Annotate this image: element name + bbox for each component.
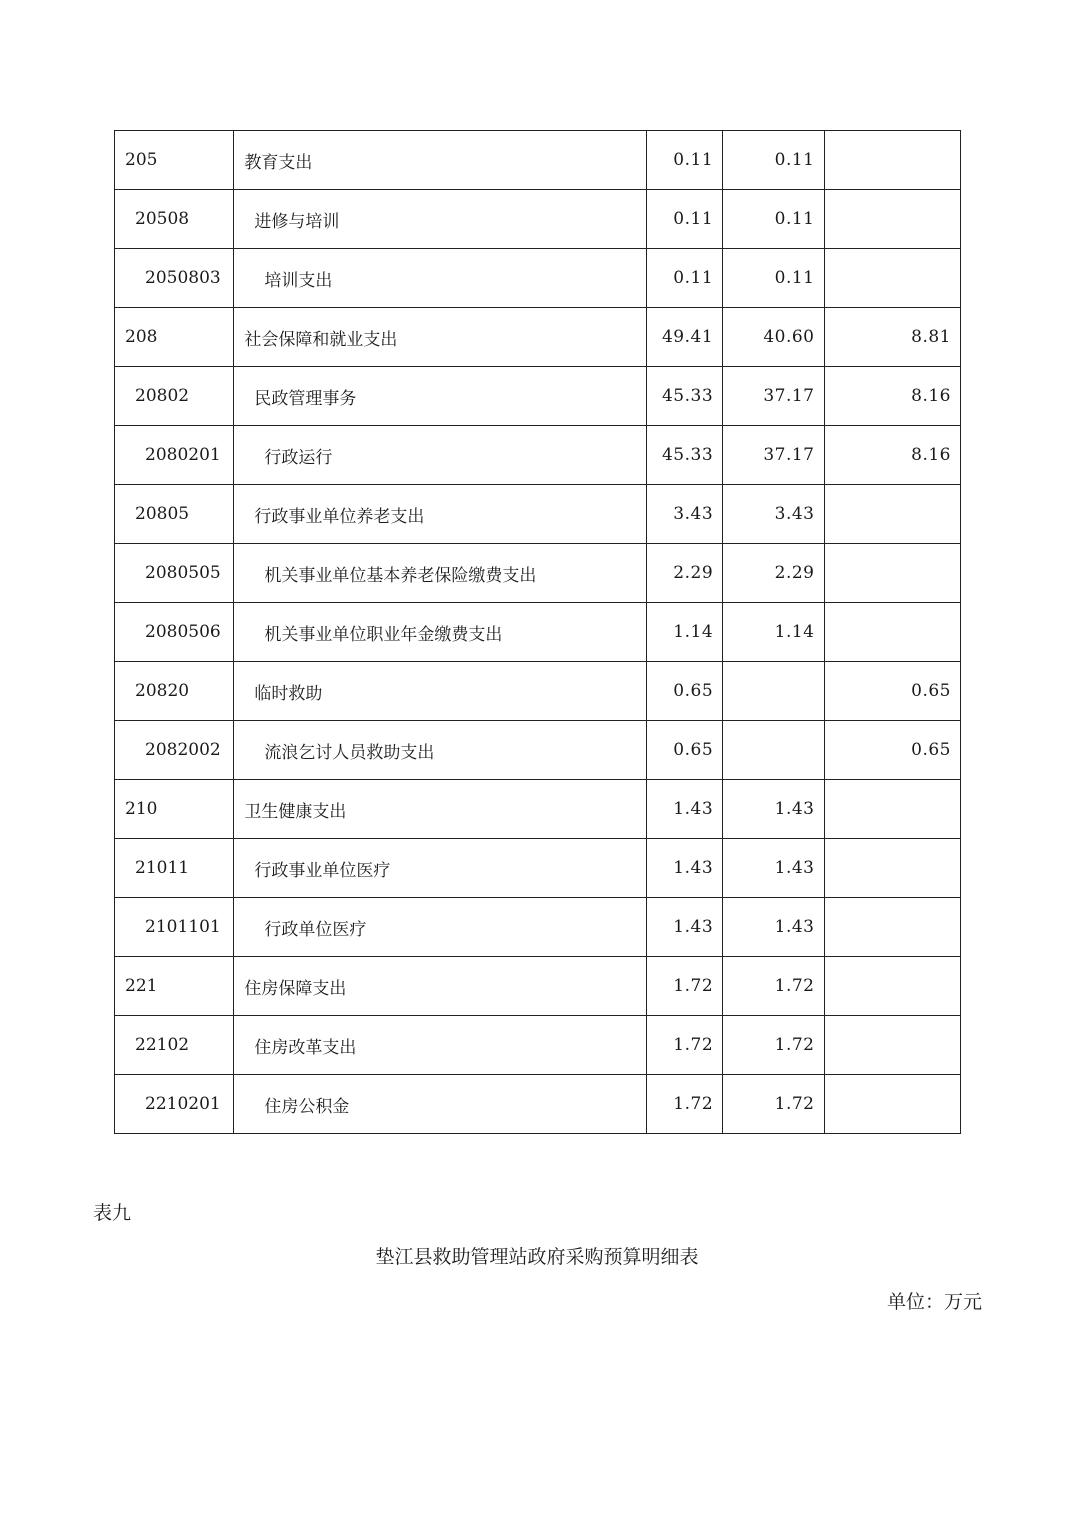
name-cell: 机关事业单位职业年金缴费支出: [234, 603, 646, 662]
project-cell: 0.65: [824, 721, 961, 780]
name-cell: 教育支出: [234, 131, 646, 190]
basic-cell: 1.72: [723, 1075, 824, 1134]
budget-table: [114, 130, 961, 1134]
table-row: [115, 1016, 961, 1075]
name-cell: 社会保障和就业支出: [234, 308, 646, 367]
table-row: [115, 662, 961, 721]
project-cell: 8.81: [824, 308, 961, 367]
project-cell: [824, 131, 961, 190]
basic-cell: [723, 662, 824, 721]
project-cell: 0.65: [824, 662, 961, 721]
table-row: [115, 426, 961, 485]
total-cell: 0.11: [646, 131, 722, 190]
total-cell: 1.43: [646, 780, 722, 839]
total-cell: 0.11: [646, 249, 722, 308]
total-cell: 0.65: [646, 721, 722, 780]
name-cell: 卫生健康支出: [234, 780, 646, 839]
total-cell: 49.41: [646, 308, 722, 367]
table-row: [115, 1075, 961, 1134]
code-cell: 2082002: [115, 721, 234, 780]
basic-cell: 40.60: [723, 308, 824, 367]
table-row: [115, 308, 961, 367]
total-cell: 45.33: [646, 426, 722, 485]
project-cell: [824, 839, 961, 898]
basic-cell: 1.43: [723, 780, 824, 839]
code-cell: 20802: [115, 367, 234, 426]
table-row: [115, 544, 961, 603]
name-cell: 行政单位医疗: [234, 898, 646, 957]
name-cell: 住房保障支出: [234, 957, 646, 1016]
basic-cell: 1.72: [723, 1016, 824, 1075]
table-row: [115, 957, 961, 1016]
basic-cell: [723, 721, 824, 780]
name-cell: 机关事业单位基本养老保险缴费支出: [234, 544, 646, 603]
table-row: [115, 131, 961, 190]
name-cell: 行政事业单位养老支出: [234, 485, 646, 544]
name-cell: 培训支出: [234, 249, 646, 308]
table-row: [115, 367, 961, 426]
total-cell: 0.65: [646, 662, 722, 721]
name-cell: 住房改革支出: [234, 1016, 646, 1075]
name-cell: 临时救助: [234, 662, 646, 721]
code-cell: 2050803: [115, 249, 234, 308]
table-row: [115, 839, 961, 898]
code-cell: 21011: [115, 839, 234, 898]
total-cell: 2.29: [646, 544, 722, 603]
table-number-label: 表九: [93, 1202, 132, 1224]
total-cell: 1.72: [646, 1075, 722, 1134]
basic-cell: 0.11: [723, 190, 824, 249]
total-cell: 0.11: [646, 190, 722, 249]
table-row: [115, 485, 961, 544]
unit-label: 单位：万元: [886, 1291, 982, 1313]
table-row: [115, 603, 961, 662]
code-cell: 2080505: [115, 544, 234, 603]
name-cell: 住房公积金: [234, 1075, 646, 1134]
project-cell: [824, 957, 961, 1016]
basic-cell: 2.29: [723, 544, 824, 603]
table-row: [115, 898, 961, 957]
name-cell: 民政管理事务: [234, 367, 646, 426]
total-cell: 3.43: [646, 485, 722, 544]
basic-cell: 1.14: [723, 603, 824, 662]
basic-cell: 0.11: [723, 249, 824, 308]
project-cell: [824, 485, 961, 544]
total-cell: 45.33: [646, 367, 722, 426]
table-row: [115, 721, 961, 780]
code-cell: 2101101: [115, 898, 234, 957]
project-cell: [824, 1016, 961, 1075]
basic-cell: 3.43: [723, 485, 824, 544]
project-cell: [824, 249, 961, 308]
name-cell: 进修与培训: [234, 190, 646, 249]
project-cell: [824, 190, 961, 249]
table-row: [115, 780, 961, 839]
document-title: 垫江县救助管理站政府采购预算明细表: [375, 1246, 699, 1268]
code-cell: 208: [115, 308, 234, 367]
basic-cell: 1.43: [723, 898, 824, 957]
project-cell: [824, 780, 961, 839]
name-cell: 行政事业单位医疗: [234, 839, 646, 898]
table-row: [115, 249, 961, 308]
code-cell: 210: [115, 780, 234, 839]
table-body: [115, 131, 961, 1134]
project-cell: [824, 898, 961, 957]
name-cell: 行政运行: [234, 426, 646, 485]
project-cell: [824, 544, 961, 603]
basic-cell: 1.43: [723, 839, 824, 898]
project-cell: 8.16: [824, 367, 961, 426]
basic-cell: 0.11: [723, 131, 824, 190]
table-row: [115, 190, 961, 249]
total-cell: 1.43: [646, 839, 722, 898]
code-cell: 2080201: [115, 426, 234, 485]
basic-cell: 37.17: [723, 426, 824, 485]
project-cell: 8.16: [824, 426, 961, 485]
code-cell: 2080506: [115, 603, 234, 662]
code-cell: 2210201: [115, 1075, 234, 1134]
code-cell: 20820: [115, 662, 234, 721]
total-cell: 1.72: [646, 957, 722, 1016]
code-cell: 22102: [115, 1016, 234, 1075]
basic-cell: 37.17: [723, 367, 824, 426]
name-cell: 流浪乞讨人员救助支出: [234, 721, 646, 780]
total-cell: 1.14: [646, 603, 722, 662]
code-cell: 205: [115, 131, 234, 190]
code-cell: 20508: [115, 190, 234, 249]
project-cell: [824, 603, 961, 662]
project-cell: [824, 1075, 961, 1134]
total-cell: 1.72: [646, 1016, 722, 1075]
code-cell: 221: [115, 957, 234, 1016]
basic-cell: 1.72: [723, 957, 824, 1016]
code-cell: 20805: [115, 485, 234, 544]
total-cell: 1.43: [646, 898, 722, 957]
